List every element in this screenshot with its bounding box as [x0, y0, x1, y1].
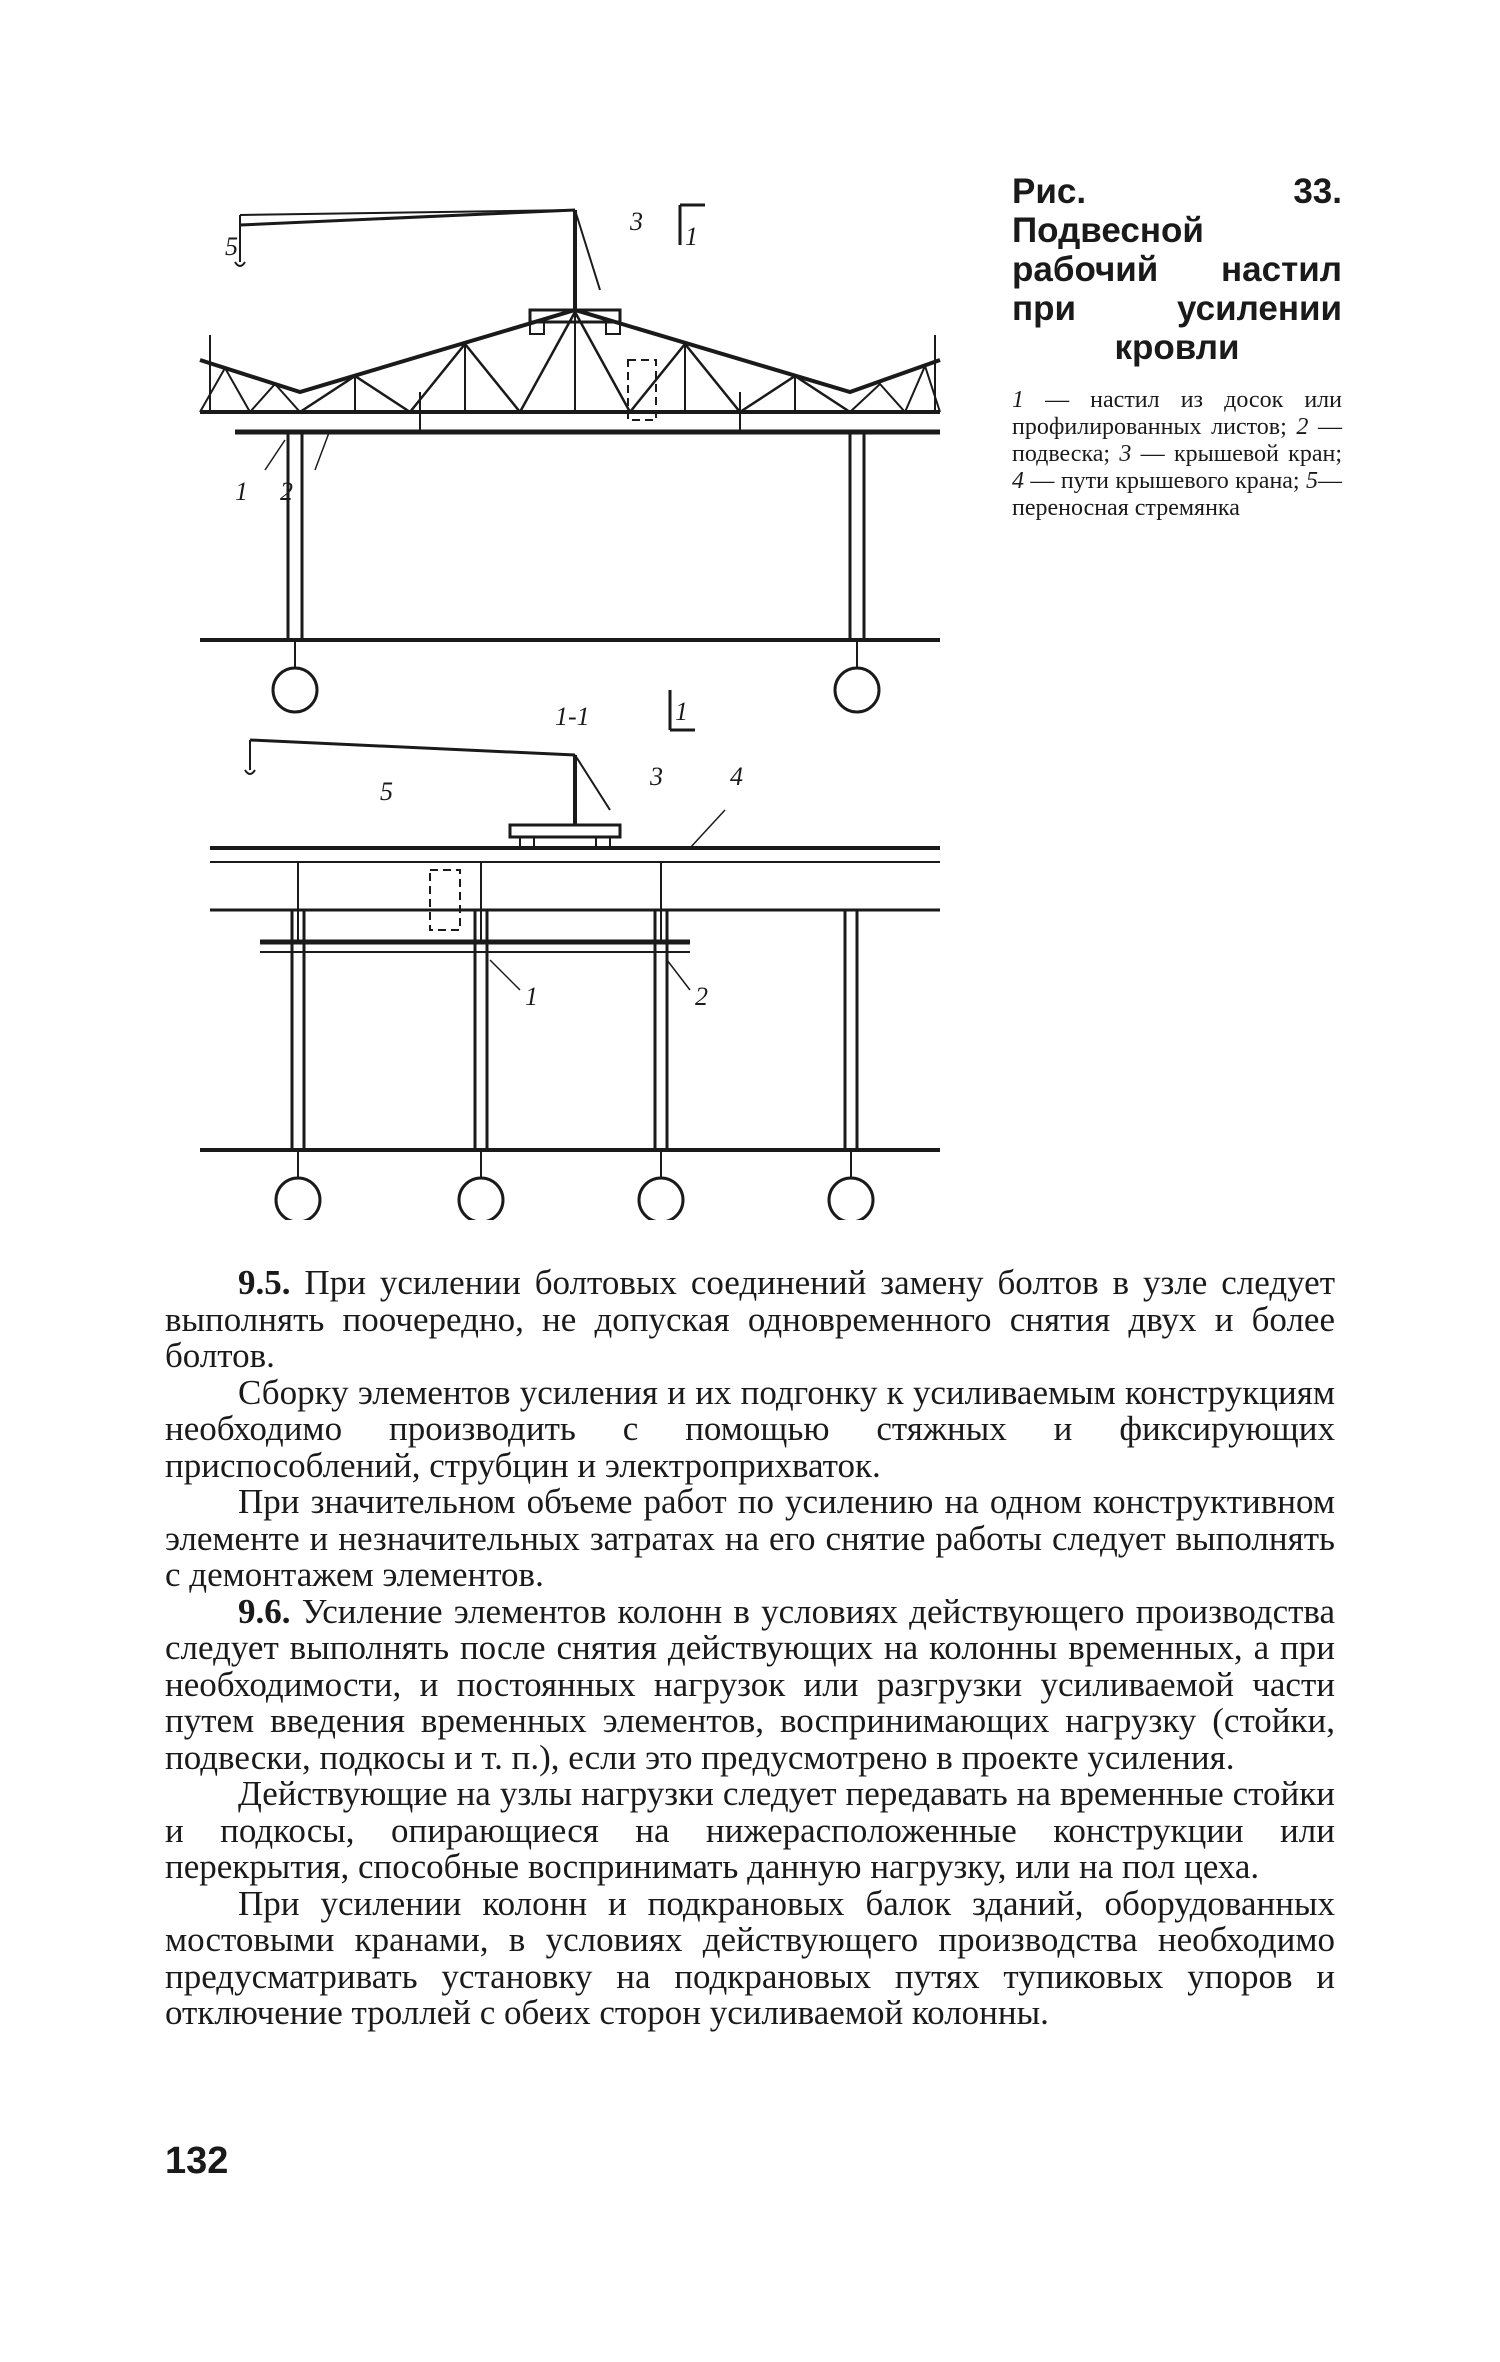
label-bottom-4: 4: [730, 762, 743, 791]
paragraph: Действующие на узлы нагрузки следует передавать на временные стойки и подкосы, опирающиеся на нижерасположенные конструкции или перекрытия, способные воспринимать данную нагрузку, или на пол цеха.: [165, 1774, 1335, 1886]
legend-item-1: 1 — настил из досок или профилированных листов;: [1012, 387, 1342, 440]
paragraph-9-5: 9.5. При усилении болтовых соединений замену болтов в узле следует выполнять поочередно, не допуская одновременного снятия двух и более болтов.: [165, 1263, 1335, 1375]
cut-mark-bottom: 1: [675, 697, 688, 726]
legend-item-5: 5—переносная стремянка: [1012, 468, 1343, 521]
paragraph-9-6: 9.6. Усиление элементов колонн в условиях действующего производства следует выполнять после снятия действующих на колонны временных, а при необходимости, и постоянных нагрузок или разгрузки усиливаемой части путем введения временных элементов, воспринимающих нагрузку (стойки, подвески, подкосы и т. п.), если это предусмотрено в проекте усиления.: [165, 1591, 1335, 1777]
label-bottom-5: 5: [380, 777, 393, 806]
label-top-1: 1: [235, 477, 248, 506]
legend-item-4: 4 — пути крышевого крана;: [1012, 468, 1300, 494]
label-bottom-2: 2: [695, 982, 708, 1011]
figure-legend: [1012, 387, 1342, 522]
page-number: 132: [165, 2140, 229, 2182]
cut-mark-top: 1: [685, 222, 698, 251]
label-top-5: 5: [225, 232, 238, 261]
label-bottom-3: 3: [650, 762, 663, 791]
paragraph: При усилении колонн и подкрановых балок зданий, оборудованных мостовыми кранами, в условиях действующего производства необходимо предусматривать установку на подкрановых путях тупиковых упоров и отключение троллей с обеих сторон усиливаемой колонны.: [165, 1883, 1335, 2032]
paragraph: При значительном объеме работ по усилению на одном конструктивном элементе и незначительных затратах на его снятие работы следует выполнять с демонтажем элементов.: [165, 1482, 1335, 1594]
legend-item-3: 3 — крышевой кран;: [1119, 441, 1342, 467]
paragraph: Сборку элементов усиления и их подгонку к усиливаемым конструкциям необходимо производить с помощью стяжных и фиксирующих приспособлений, струбцин и электроприхваток.: [165, 1372, 1335, 1485]
section-label: 1-1: [555, 702, 590, 731]
figure-title: Рис. 33. Подвесной рабочий настил при усилении кровли: [1012, 172, 1342, 367]
body-text: [165, 1265, 1335, 2032]
label-bottom-1: 1: [525, 982, 538, 1011]
label-top-2: 2: [280, 477, 293, 506]
figure-caption: [1012, 172, 1342, 522]
label-top-3: 3: [630, 207, 643, 236]
figure-drawing: [180, 170, 970, 1220]
legend-item-2: 2 — подвеска;: [1012, 414, 1343, 467]
